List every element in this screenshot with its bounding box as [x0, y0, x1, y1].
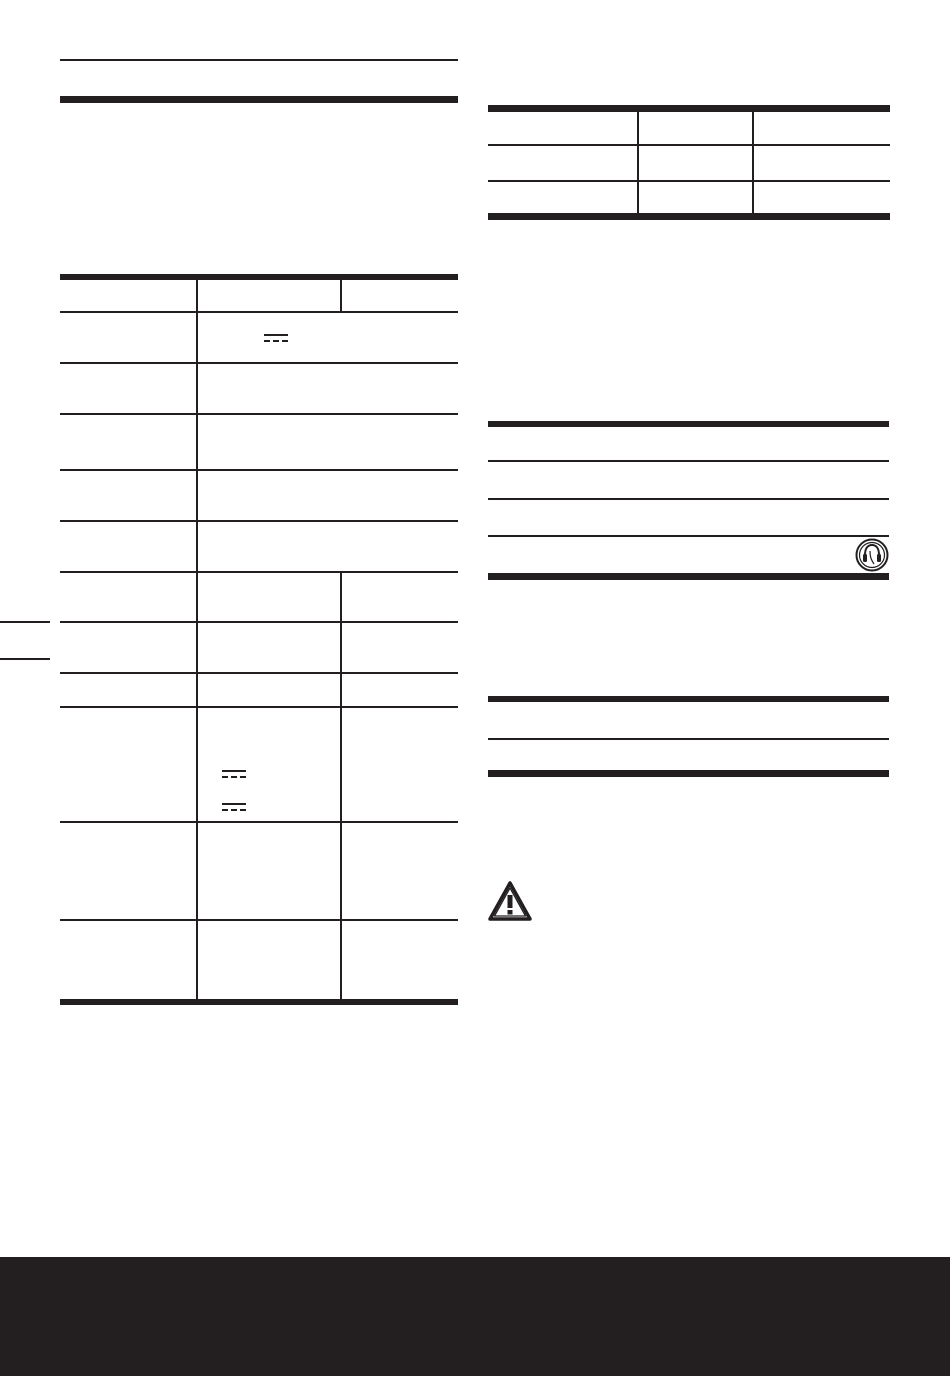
dc-current-symbol: [222, 803, 246, 812]
footer-band: [0, 1257, 950, 1376]
warning-icon: [487, 880, 533, 922]
table-bottom-bar: [488, 770, 889, 777]
row-separator: [60, 821, 458, 823]
table-bottom-bar: [60, 999, 458, 1005]
row-separator: [488, 738, 889, 740]
row-separator: [60, 919, 458, 921]
table-top-bar: [488, 696, 889, 702]
